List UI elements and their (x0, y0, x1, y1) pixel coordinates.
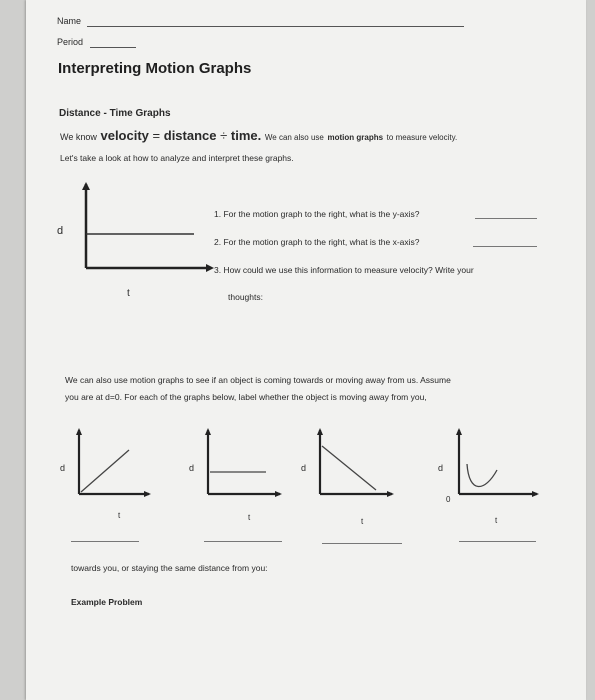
time-word: time. (230, 128, 262, 143)
name-label: Name (57, 16, 82, 26)
intro-rest-a: We can also use (264, 133, 324, 142)
distance-time-graph (66, 182, 216, 272)
x-axis-arrow (144, 491, 151, 497)
small-graph-1-y-label: d (60, 463, 66, 473)
para2-line3: towards you, or staying the same distance from you: (71, 563, 268, 573)
x-axis-arrow (206, 264, 214, 272)
small-graph-2 (200, 428, 284, 498)
small-graph-2-y-label: d (189, 463, 195, 473)
example-problem-heading: Example Problem (71, 597, 143, 607)
para2-line1: We can also use motion graphs to see if an object is coming towards or moving away from us. Assume (65, 375, 451, 385)
x-axis-arrow (532, 491, 539, 497)
small-graph-4 (451, 428, 541, 498)
equals-sign: = (152, 128, 161, 143)
intro-rest-b: to measure velocity. (386, 133, 458, 142)
x-axis-arrow (275, 491, 282, 497)
graph-3-answer-blank[interactable] (322, 543, 402, 544)
graph1-x-label: t (127, 288, 130, 299)
x-axis-arrow (387, 491, 394, 497)
graph-1-answer-blank[interactable] (71, 541, 139, 542)
answer-blank-2[interactable] (473, 246, 537, 247)
y-axis-arrow (456, 428, 462, 435)
intro-line-2: Let's take a look at how to analyze and interpret these graphs. (60, 153, 294, 163)
section-title: Distance - Time Graphs (59, 108, 171, 119)
small-graph-4-x-label: t (495, 516, 498, 525)
motion-graphs-word: motion graphs (327, 133, 384, 142)
period-label: Period (57, 37, 84, 47)
motion-curve (467, 464, 497, 487)
small-graph-3-y-label: d (301, 463, 307, 473)
motion-line (81, 450, 129, 492)
y-axis-arrow (205, 428, 211, 435)
question-3-thoughts: thoughts: (228, 292, 263, 302)
y-axis-arrow (76, 428, 82, 435)
y-axis-arrow (317, 428, 323, 435)
small-graph-3-x-label: t (361, 517, 364, 526)
velocity-word: velocity (100, 128, 149, 143)
we-know-text: We know (60, 132, 97, 142)
y-axis-arrow (82, 182, 90, 190)
graph-2-answer-blank[interactable] (204, 541, 282, 542)
motion-line (322, 446, 376, 490)
small-graph-2-x-label: t (248, 513, 251, 522)
question-3: 3. How could we use this information to measure velocity? Write your (214, 265, 474, 275)
question-2: 2. For the motion graph to the right, what is the x-axis? (214, 237, 420, 247)
divide-sign: ÷ (220, 128, 228, 143)
distance-word: distance (163, 128, 217, 143)
para2-line2: you are at d=0. For each of the graphs below, label whether the object is moving away from you, (65, 392, 427, 402)
small-graph-4-y-label: d (438, 463, 444, 473)
worksheet-page (26, 0, 586, 700)
answer-blank-1[interactable] (475, 218, 537, 219)
small-graph-3 (312, 428, 396, 498)
question-1: 1. For the motion graph to the right, what is the y-axis? (214, 209, 420, 219)
small-graph-4-origin-label: 0 (446, 495, 451, 504)
graph-4-answer-blank[interactable] (459, 541, 536, 542)
name-blank (87, 26, 464, 27)
graph1-y-label: d (57, 225, 64, 237)
intro-line-1 (60, 128, 457, 143)
small-graph-1-x-label: t (118, 511, 121, 520)
small-graph-1 (71, 428, 151, 498)
period-blank (90, 47, 136, 48)
page-title: Interpreting Motion Graphs (58, 60, 252, 77)
